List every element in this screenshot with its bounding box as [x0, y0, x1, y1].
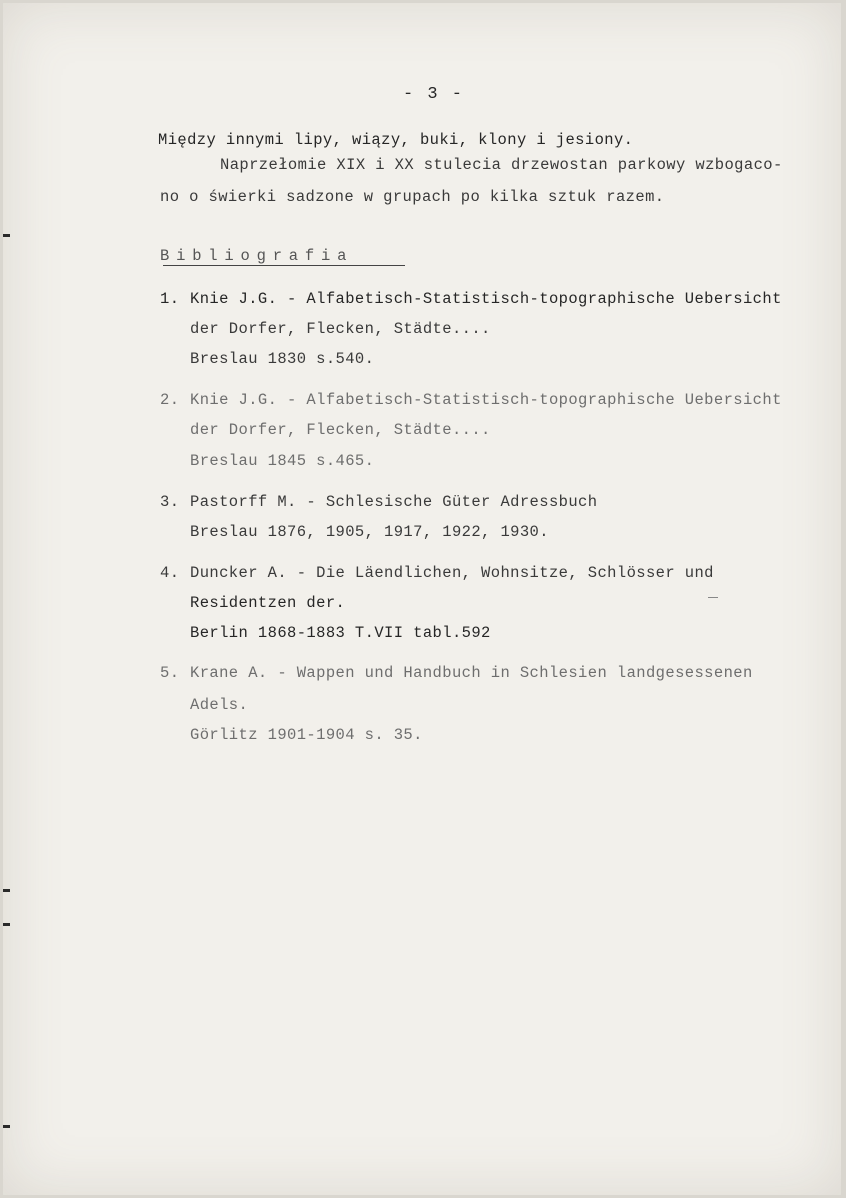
entry-4-line-2: Residentzen der. [190, 594, 346, 612]
bibliography-heading: Bibliografia [160, 247, 354, 265]
document-page [3, 3, 841, 1195]
entry-4-number: 4. [160, 564, 180, 582]
stray-mark [708, 597, 718, 598]
edge-mark [3, 1125, 10, 1128]
entry-2-line-2: der Dorfer, Flecken, Städte.... [190, 421, 491, 439]
entry-5-number: 5. [160, 664, 180, 682]
intro-line-3: no o świerki sadzone w grupach po kilka sztuk razem. [160, 188, 665, 206]
intro-line-2: Naprzełomie XIX i XX stulecia drzewostan parkowy wzbogaco- [220, 156, 783, 174]
edge-mark [3, 889, 10, 892]
heading-underline [163, 265, 405, 266]
entry-5-line-2: Adels. [190, 696, 249, 714]
page-number: - 3 - [403, 85, 465, 104]
intro-line-1: Między innymi lipy, wiązy, buki, klony i jesiony. [158, 131, 634, 149]
entry-3-number: 3. [160, 493, 180, 511]
entry-2-line-1: Knie J.G. - Alfabetisch-Statistisch-topographische Uebersicht [190, 391, 782, 409]
edge-mark [3, 923, 10, 926]
entry-3-line-1: Pastorff M. - Schlesische Güter Adressbuch [190, 493, 598, 511]
entry-4-line-1: Duncker A. - Die Läendlichen, Wohnsitze, Schlösser und [190, 564, 714, 582]
entry-5-line-1: Krane A. - Wappen und Handbuch in Schlesien landgesessenen [190, 664, 753, 682]
entry-1-line-2: der Dorfer, Flecken, Städte.... [190, 320, 491, 338]
entry-2-number: 2. [160, 391, 180, 409]
entry-1-number: 1. [160, 290, 180, 308]
entry-1-line-3: Breslau 1830 s.540. [190, 350, 375, 368]
entry-4-line-3: Berlin 1868-1883 T.VII tabl.592 [190, 624, 491, 642]
edge-mark [3, 234, 10, 237]
entry-3-line-2: Breslau 1876, 1905, 1917, 1922, 1930. [190, 523, 549, 541]
entry-1-line-1: Knie J.G. - Alfabetisch-Statistisch-topographische Uebersicht [190, 290, 782, 308]
entry-2-line-3: Breslau 1845 s.465. [190, 452, 375, 470]
entry-5-line-3: Görlitz 1901-1904 s. 35. [190, 726, 423, 744]
